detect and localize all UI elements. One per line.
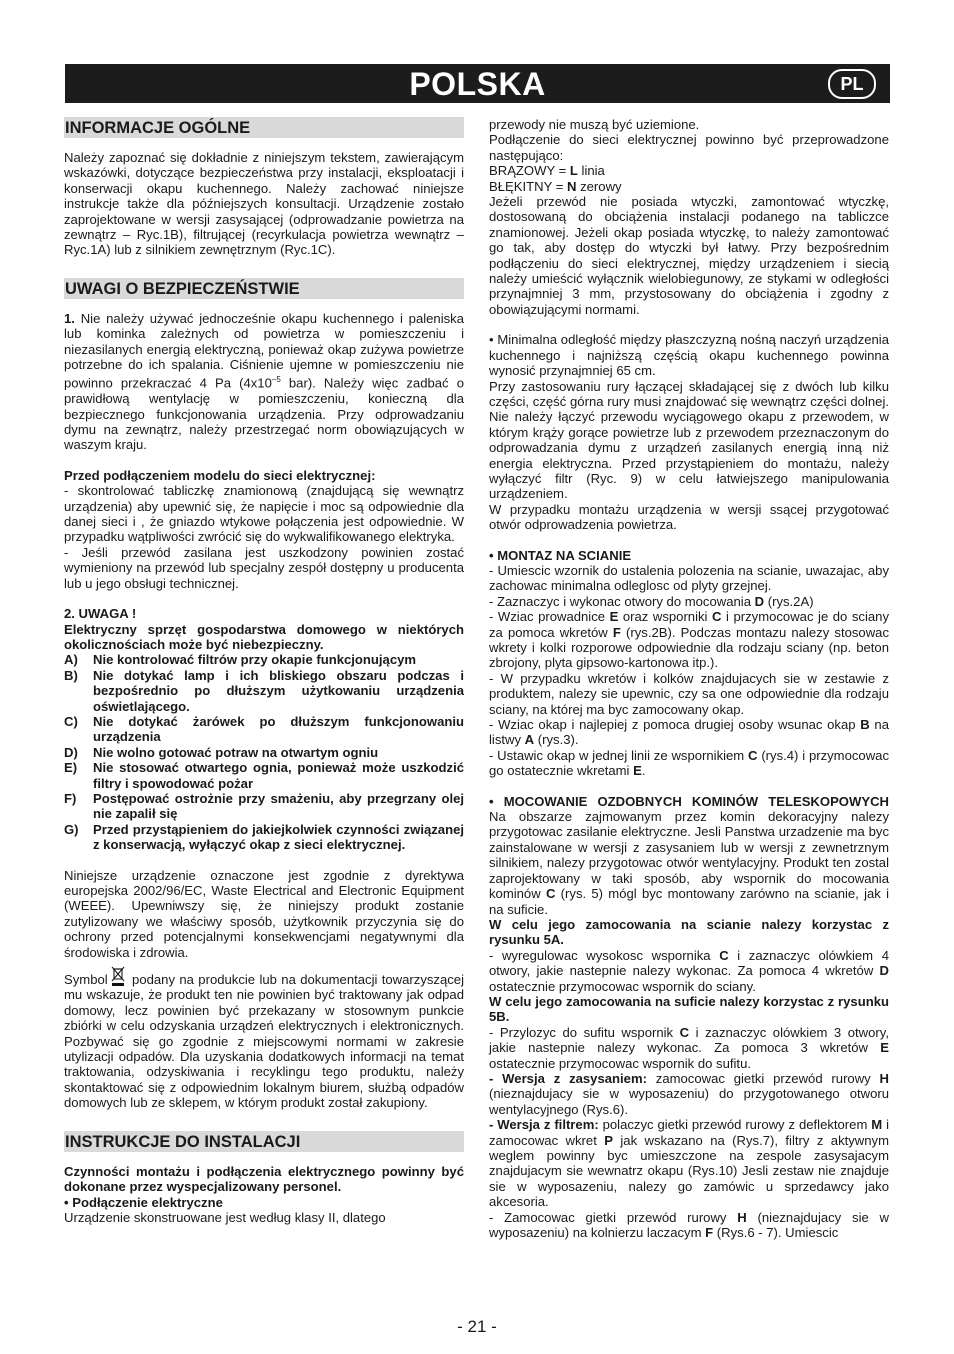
title-banner [65,64,890,103]
chimney-intro-text: Na obszarze zajmowanym przez komin dekoracyjny nalezy przygotowac zasilanie elektryczne. Jesli Panstwa urzadzenie ma byc zainstalowane w wersji z zasysaniem lub w wersji z zewnetrznym silnikiem, nalezy przygotowac otwór wentylacyjny. Produkt ten zostal zaprojektowany w taki sposób, aby wspornik do mocowania kominów C (rys. 5) mógl byc montowany zarówno na scianie, jak i na suficie. [489,809,889,917]
min-distance-text: • Minimalna odległość między płaszczyzną nośną naczyń urządzenia kuchennego i najniższą częścią okapu kuchennego powinna wynosić przynajmniej 65 cm. [489,332,889,379]
weee-text: Niniejsze urządzenie oznaczone jest zgodnie z dyrektywa europejska 2002/96/EC, Waste Electrical and Electronic Equipment (WEEE). Upewniwszy się, że niniejszy produkt zostanie zutylizowany we właściwy sposób, użytkownik przyczynia się do ochrony przed potencjalnymi konsekwencjami negatywnymi dla środowiska i zdrowia. [64,867,464,960]
plug-text: Jeżeli przewód nie posiada wtyczki, zamontować wtyczkę, dostosowaną do obciążenia instalacji podanego na tabliczce znamionowej. Jeżeli okap posiada wtyczkę, to należy zamontować go tak, aby dostęp do wtyczki był łatwy. Przy bezpośrednim podłączeniu do sieci elektrycznej, między urządzeniem i siecią należy umieścić wyłącznik wielobiegunowy, ze stykami w odległości przynajmniej 3 mm, przystosowany do obciążenia i zgodny z obowiązującymi normami. [489,194,889,317]
safety-paragraph-1: 1. Nie należy używać jednocześnie okapu kuchennego i paleniska lub kominka zależnych od powietrza w pomieszczeniu i niezasilanych energią elektryczną, ponieważ okap zużywa powietrze potrzebne do ich spalania. Ciśnienie ujemne w pomieszczeniu nie powinno przekraczać 4 Pa ($4x10^{-5}$ bar). Należy więc zadbać o prawidłową wentylację w pomieszczeniu, konieczną dla bezpiecznego funkcjonowania urządzenia. Przy odprowadzaniu dymu na zewnątrz, należy przestrzegać norm obowiązujących w waszym kraju. [64,310,464,453]
warning-item: A) Nie kontrolować filtrów przy okapie funkcjonującym [64,652,417,668]
wall-mounting-step: - Zaznaczyc i wykonac otwory do mocowania D (rys.2A) [489,593,814,609]
wall-mounting-step: - Umiescic wzornik do ustalenia polozenia na scianie, uwazajac, aby zachowac minimalna odleglosc od plyty grzejnej. [489,562,889,594]
warning-intro: Elektryczny sprzęt gospodarstwa domowego w niektórych okolicznościach może być niebezpieczny. [64,621,464,652]
section-heading-safety: UWAGI O BEZPIECZEŃSTWIE [64,278,464,299]
hose-fixing-text: - Zamocowac gietki przewód rurowy H (nieznajdujacy sie w wyposazeniu) na kolnierzu laczacym F (Rys.6 - 7). Umiescic [489,1209,890,1241]
ceiling-fixing-text: - Przylozyc do sufitu wspornik C i zaznaczyc olówkiem 3 otwory, jakie nastepnie nalezy wykonac. Za pomoca 3 wkretów E ostatecznie przymocowac wspornik do sufitu. [489,1024,889,1071]
warning-title: 2. UWAGA ! [64,606,137,622]
left-column [64,117,464,1225]
warning-item: G) Przed przystąpieniem do jakiejkolwiek czynności związanej z konserwacją, wyłączyć okap z sieci elektrycznej. [64,821,464,853]
warning-item: B) Nie dotykać lamp i ich bliskiego obszaru podczas i bezpośrednio po dłuższym użytkowaniu urządzenia oświetlającego. [64,667,464,714]
warning-item: C) Nie dotykać żarówek po dłuższym funkcjonowaniu urządzenia [64,713,464,745]
warning-list [64,652,464,852]
wall-fixing-text: - wyregulowac wysokosc wspornika C i zaznaczyc olówkiem 4 otwory, jakie nastepnie nalezy wykonac. Za pomoca 4 wkretów D ostatecznie przymocowac wspornik do sciany. [489,947,889,994]
warning-item: E) Nie stosować otwartego ognia, ponieważ może uszkodzić filtry i spowodować pożar [64,760,464,791]
language-badge: PL [828,69,876,99]
warning-item: F) Postępować ostrożnie przy smażeniu, aby przegrzany olej nie zapalił się [64,790,464,822]
blue-wire-text: BŁĘKITNY = N zerowy [489,178,622,194]
wall-fixing-heading: W celu jego zamocowania na scianie nalezy korzystac z rysunku 5A. [489,916,889,948]
wall-mounting-step: - W przypadku wkretów i kolków znajdujacych sie w zestawie z produktem, nalezy sie upewnic, czy sa one odpowiednie dla rodzaju sciany, na której ma byc zamocowany okap. [489,670,889,717]
crossed-bin-icon [111,966,125,986]
pipe-text: Przy zastosowaniu rury łączącej składającej się z dwóch lub kilku części, część górna rury musi znajdować się wewnątrz części dolnej. Nie należy łączyć przewodu wyciągowego okapu z przewodem, w którym krąży gorące powietrze lub z przewodem przeznaczonym do odprowadzania dymu z urządzeń zasilanych energią inną niż energia elektryczna. Przed przystąpieniem do montażu, należy wyłączyć filtr (Ryc. 9) w celu łatwiejszego manipulowania urządzeniem. [489,378,889,502]
general-info-text: Należy zapoznać się dokładnie z niniejszym tekstem, zawierającym wskazówki, dotyczące bezpieczeństwa przy instalacji, eksploatacji i konserwacji okapu kuchennego. Należy zachować niniejsze instrukcje także dla późniejszych konsultacji. Urządzenie zostało zaprojektowane w wersji zasysającej (odprowadzanie powietrza na zewnątrz – Ryc.1B), filtrującej (recyrkulacja powietrza wewnątrz – Ryc.1A) lub z silnikiem zewnętrznym (Ryc.1C). [64,150,464,258]
electrical-connection-title: • Podłączenie elektryczne [64,1194,223,1210]
grounding-text: przewody nie muszą być uziemione. [489,117,700,132]
connection-check-text: - skontrolować tabliczkę znamionową (znajdującą się wewnątrz urządzenia) aby upewnić się, że napięcie i moc są odpowiednie dla danej sieci i , że gniazdo wtykowe połączenia jest odpowiednie. W przypadku wątpliwości zwrócić się do wykwalifikowanego elektryka. [64,483,464,545]
page-number: - 21 - [457,1317,497,1336]
right-column [489,117,889,1240]
ceiling-fixing-heading: W celu jego zamocowania na suficie nalezy korzystac z rysunku 5B. [489,993,889,1025]
wall-mounting-step: - Wziac okap i najlepiej z pomoca drugiej osoby wsunac okap B na listwy A (rys.3). [489,717,890,748]
symbol-text: Symbol podany na produkcie lub na dokumentacji towarzyszącej mu wskazuje, że produkt ten nie powinien być traktowany jak odpad domowy, lecz powinien być przekazany w stosownym punkcie zbiórki w celu odzyskania urządzeń elektrycznych i elektronicznych. Pozbywać się go zgodnie z miejscowymi normami w zakresie utylizacji odpadów. Dla uzyskania dodatkowych informacji na temat traktowania, odzyskiwania i recyklingu tego produktu, należy skontaktować się z odpowiednim lokalnym biurem, służbą odpadów domowych lub ze sklepem, w którym produkt został zakupiony. [64,966,464,1111]
installation-staff-note: Czynności montażu i podłączenia elektrycznego powinny być dokonane przez wyspecjalizowany personel. [64,1163,464,1195]
connection-method-text: Podłączenie do sieci elektrycznej powinno być przeprowadzone następująco: [489,132,889,163]
wall-mounting-step: - Ustawic okap w jednej linii ze wspornikiem C (rys.4) i przymocowac go ostatecznie wkretami E. [489,747,889,779]
cable-replacement-text: - Jeśli przewód zasilana jest uszkodzony powinien zostać wymieniony na przewód lub specjalny zespół dostępny u producenta lub u jego obsługi technicznej. [64,544,464,591]
section-heading-installation: INSTRUKCJE DO INSTALACJI [64,1131,464,1152]
page-title: POLSKA [409,66,546,102]
chimney-mounting-title: • MOCOWANIE OZDOBNYCH KOMINÓW TELESKOPOWYCH [489,793,889,809]
warning-item: D) Nie wolno gotować potraw na otwartym ogniu [64,744,379,760]
wall-mounting-step: - Wziac prowadnice E oraz wsporniki C i przymocowac je do sciany za pomoca wkretów F (rys.2B). Podczas montazu nalezy stosowac wkrety i kolki rozporowe odpowiednie dla rodzaju sciany (np. beton zbrojony, plyta gipsowo-kartonowa itp.). [489,609,889,671]
section-heading-general-info: INFORMACJE OGÓLNE [64,117,464,138]
wall-mounting-title: • MONTAZ NA SCIANIE [489,547,632,563]
electrical-connection-text: Urządzenie skonstruowane jest według klasy II, dlatego [64,1209,386,1225]
filter-version-instructions: - Wersja z filtrem: polaczyc gietki przewód rurowy z deflektorem M i zamocowac wkret P jak wskazano na (Rys.7), filtry z aktywnym weglem powinny byc umieszczone na zespole zasysajacym znajdujacym sie wewnatrz okapu (Rys.10) Jesli zestaw nie znajduje sie w wyposazeniu, nalezy go zamówic u sprzedawcy jako akcesoria. [489,1117,889,1210]
brown-wire-text: BRĄZOWY = L linia [489,163,605,179]
suction-version-text: W przypadku montażu urządzenia w wersji ssącej przygotować otwór odprowadzenia powietrza. [489,501,889,533]
connection-heading: Przed podłączeniem modelu do sieci elektrycznej: [64,467,376,483]
suction-version-instructions: - Wersja z zasysaniem: zamocowac gietki przewód rurowy H (nieznajdujacy sie w wyposazeniu) do przygotowanego otworu wentylacyjnego (Rys.6). [489,1070,889,1117]
